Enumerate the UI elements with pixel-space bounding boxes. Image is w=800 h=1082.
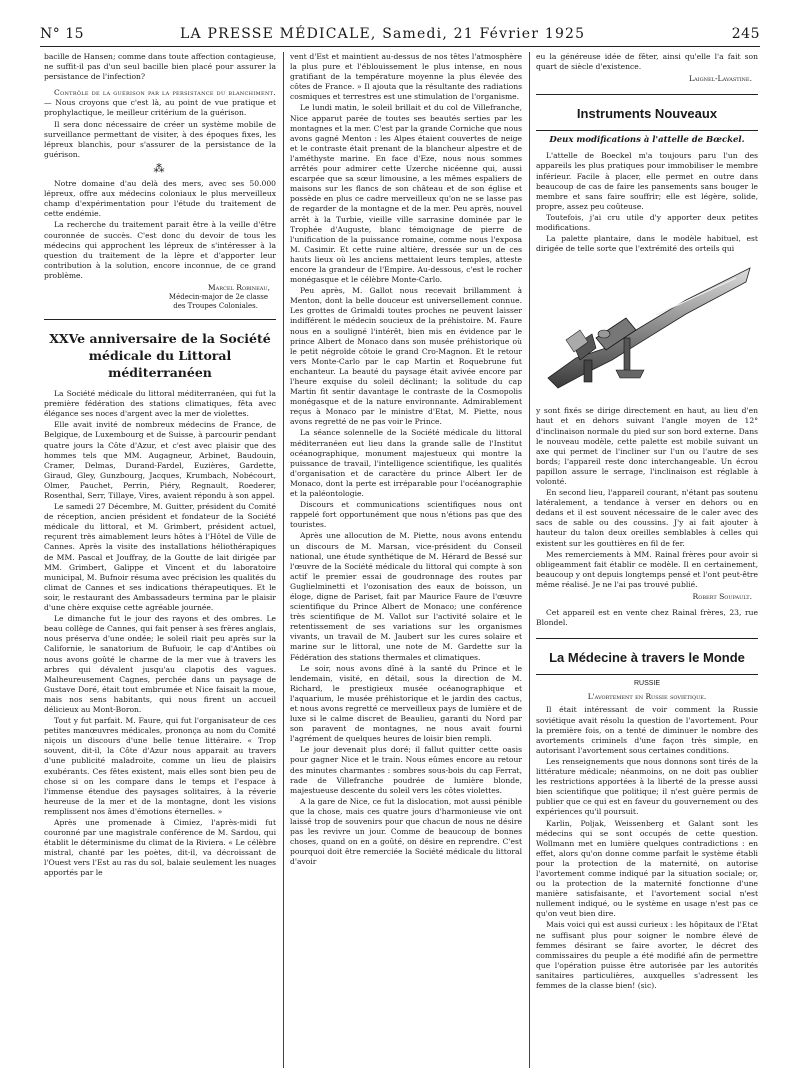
paragraph: Notre domaine d'au delà des mers, avec ses 50.000 lépreux, offre aux médecins coloniaux le plus merveilleux champ d'expérimentation pour l'étude du traitement de cette endémie. bbox=[44, 179, 276, 219]
section-separator: ⁂ bbox=[153, 161, 167, 175]
paragraph: La Société médicale du littoral méditerranéen, qui fut la première fédération des stations climatiques, fêta avec élégance ses noces d'argent avec la mer de violettes. bbox=[44, 389, 276, 419]
page-header bbox=[40, 26, 760, 44]
paragraph: Peu après, M. Gallot nous recevait brillamment à Menton, dont la belle douceur est universellement connue. Les grottes de Grimaldi toutes proches ne peuvent laisser indifférent le médecin soucieux de la préhistoire. M. Faure nous en a souligné l'intérêt, bien mis en évidence par le prince Albert de Monaco dans son musée préhistorique où le petit négroïde côtoie le grand Cro-Magnon. Et le retour vers Monte-Carlo par le cap Martin et Roquebrune fut enchanteur. La beauté du paysage était avivée encore par l'heure exquise du soleil déclinant; la solitude du cap Martin fit sentir davantage le contraste de la Cosmopolis monégasque et de la nature environnante. Admirablement reçus à Monaco par le ministre d'Etat, M. Piette, nous avons regretté de ne pas voir le Prince. bbox=[290, 286, 522, 427]
paragraph: Le soir, nous avons dîné à la santé du Prince et le lendemain, visité, en détail, sous la direction de M. Richard, le prestigieux musée océanographique et l'aquarium, le musée préhistorique et le jardin des cactus, et nous avons regretté ce merveilleux pays de lumière et de luxe si le calme discret de Beaulieu, garanti du Nord par son paravent de montagnes, ne nous avait fourni l'agrément de quelques heures de loisir bien rempli. bbox=[290, 663, 522, 744]
section-rule bbox=[536, 94, 758, 95]
section-title: La Médecine à travers le Monde bbox=[549, 650, 745, 666]
subsection-heading: L'avortement en Russie soviétique. bbox=[587, 692, 707, 702]
paragraph: y sont fixés se dirige directement en haut, au lieu d'en haut et en dehors suivant l'angle moyen de 12° d'inclinaison normale du pied sur son bord externe. Dans le nouveau modèle, cette palette est mobile suivant un axe qui permet de l'incliner sur l'un ou l'autre de ses bords; l'appareil reste donc interchangeable. Un écrou papillon assure le serrage, l'inclinaison est réglable à volonté. bbox=[536, 406, 758, 486]
paragraph: bacille de Hansen; comme dans toute affection contagieuse, ne suffit-il pas d'un seul bacille bien placé pour assurer la persistance de l'infection? bbox=[44, 52, 276, 82]
author-signature: Robert Soupault. bbox=[692, 592, 752, 601]
article-subtitle: Deux modifications à l'attelle de Bœckel. bbox=[549, 135, 745, 146]
country-heading: RUSSIE bbox=[633, 680, 661, 688]
paragraph: Le samedi 27 Décembre, M. Guitter, président du Comité de réception, ancien président et fondateur de la Société médicale du littoral, et M. Grimbert, président actuel, reçurent très aimablement leurs hôtes à l'Hôtel de Ville de Cannes. Après la visite des installations héliothérapiques de MM. Pascal et Jouffray, de la Goutte de lait dirigée par MM. Grimbert, Galippe et Vincent et du laboratoire municipal, M. Bufnoir résuma avec précision les qualités du climat de Cannes et ses indications thérapeutiques. Et le soir, le restaurant des Ambassadeurs termina par le plaisir d'une chère exquise cette agréable journée. bbox=[44, 502, 276, 613]
paragraph: Discours et communications scientifiques nous ont rappelé fort opportunément que nous n'étions pas que des touristes. bbox=[290, 500, 522, 530]
paragraph: Le dimanche fut le jour des rayons et des ombres. Le beau collège de Cannes, qui fait penser à ses frères anglais, nous préserva d'une ondée; le soleil riait peu après sur la Californie, le sanatorium de Bufuoir, le cap d'Antibes où nous avons goûté le charme de la mer vue à travers les arbres qui dévalent jusqu'au clapotis des vagues. Malheureusement Cagnes, perchée dans un paysage de Gustave Doré, était tout embrumée et Nice faisait la moue, mais nos sens habitants, qui nous firent un accueil délicieux au Mont-Boron. bbox=[44, 614, 276, 714]
article-title: XXVe anniversaire de la Société médicale du Littoral méditerranéen bbox=[49, 331, 271, 381]
paragraph: Le jour devenait plus doré; il fallut quitter cette oasis pour gagner Nice et le train. Nous eûmes encore au retour des minutes charmantes : sombres sous-bois du cap Ferrat, rade de Villefranche poudrée de lumière blonde, majestueuse descente du soleil vers les côtes violettes. bbox=[290, 745, 522, 795]
paragraph: La palette plantaire, dans le modèle habituel, est dirigée de telle sorte que l'extrémité des orteils qui bbox=[536, 234, 758, 254]
section-rule bbox=[536, 130, 758, 131]
paragraph: A la gare de Nice, ce fut la dislocation, mot aussi pénible que la chose, mais ces quatre jours d'harmonieuse vie ont laissé trop de souvenirs pour que chacun de nous ne désire pas les revivre un jour. Comme de beaucoup de bonnes choses, quand on en a goûté, on désire en reprendre. C'est pourquoi doit être remerciée la Société médicale du littoral d'avoir bbox=[290, 796, 522, 867]
column-divider bbox=[529, 52, 530, 1068]
paragraph: vent d'Est et maintient au-dessus de nos têtes l'atmosphère la plus pure et l'éblouissement le plus intense, en nous gratifiant de la température moyenne la plus élevée des côtes de France. » Il ajouta que la résultante des radiations cosmiques et terrestres est une stimulation de l'organisme. bbox=[290, 52, 522, 102]
paragraph: Il était intéressant de voir comment la Russie soviétique avait résolu la question de l'avortement. Pour la première fois, on a tenté de diminuer le nombre des avortements criminels d'une façon très simple, en autorisant l'avortement sous certaines conditions. bbox=[536, 705, 758, 755]
column-3 bbox=[536, 52, 758, 992]
author-signature: Marcel Robineau, bbox=[207, 282, 270, 292]
column-1 bbox=[44, 52, 276, 880]
issue-number: N° 15 bbox=[40, 26, 85, 42]
paragraph: Karlin, Poljak, Weissenberg et Galant sont les médecins qui se sont occupés de cette question. Wollmann met en lumière quelques contradictions : en effet, alors qu'on donne comme parfait le système établi pour la protection de la maternité, on autorise l'avortement comme indiqué par la situation sociale; or, ou la protection de la maternité fonctionne d'une manière satisfaisante, et l'avortement social n'est nullement indiqué, ou le système en usage n'est pas ce qu'on veut bien dire. bbox=[536, 818, 758, 919]
paragraph: Après une allocution de M. Piette, nous avons entendu un discours de M. Marsan, vice-président du Conseil national, une étude synthétique de M. Hérard de Bessé sur l'œuvre de la Société médicale du littoral qui compte à son actif le premier essai de goudronnage des routes par Guglielminetti et l'ozonisation des eaux de boisson, un éloge, digne de Pariset, fait par Maurice Faure de l'œuvre scientifique du Prince Albert de Monaco; une conférence très scientifique de M. Vallot sur l'activité solaire et le retentissement de ses variations sur les organismes vivants, un travail de M. Jaubert sur les cures solaire et marine sur le littoral, une note de M. Gardette sur la Fédération des stations thermales et climatiques. bbox=[290, 531, 522, 662]
paragraph: Tout y fut parfait. M. Faure, qui fut l'organisateur de ces petites manœuvres médicales, prononça au nom du Comité niçois un discours d'une belle tenue littéraire. « Trop souvent, dit-il, la Côte d'Azur nous apparait au travers d'une publicité maladroite, comme un lieu de plaisirs exubérants. Ces fêtes existent, mais elles sont bien peu de chose si on les compare dans le temps et l'espace à l'immense étendue des paysages solitaires, à la réverie heureuse de la mer et de la montagne, dont les visions remplissent nos âmes d'émotions éternelles. » bbox=[44, 716, 276, 816]
paragraph: En second lieu, l'appareil courant, n'étant pas soutenu latéralement, a tendance à verser en dehors ou en dedans et il est souvent nécessaire de le caler avec des sacs de sable ou des coussins. J'y ai fait ajouter à hauteur du talon deux oreilles semblables à celles qui existent sur les gouttières en fil de fer. bbox=[536, 488, 758, 548]
journal-title: LA PRESSE MÉDICALE, Samedi, 21 Février 1925 bbox=[180, 26, 586, 42]
paragraph: Mes remerciements à MM. Rainal frères pour avoir si obligeamment fait établir ce modèle. Il en certainement, beaucoup y ont depuis longtemps pensé et l'ont peut-être même réalisé. Je ne l'ai pas trouvé publié. bbox=[536, 549, 758, 589]
section-rule bbox=[44, 319, 276, 320]
header-rule bbox=[40, 46, 760, 47]
author-signature: Laignel-Lavastine. bbox=[689, 74, 752, 84]
column-2 bbox=[290, 52, 522, 869]
paragraph: Elle avait invité de nombreux médecins de France, de Belgique, de Luxembourg et de Suisse, à parcourir pendant quatre jours la Côte d'Azur, et c'est avec plaisir que des hommes tels que MM. Augagneur, Arbinet, Baudouin, Cramer, Delmas, Durand-Fardel, Euzières, Gardette, Giraud, Gley, Gunzbourg, Jacques, Krumbach, Nobécourt, Olmer, Pauchet, Perrin, Piéry, Regnault, Roederer, Rosenthal, Serr, Tillaye, Vires, avaient répondu à son appel. bbox=[44, 420, 276, 500]
paragraph: La séance solennelle de la Société médicale du littoral méditerranéen eut lieu dans la grande salle de l'Institut océanographique, monument majestueux qui montre la puissance de travail, l'intelligence scientifique, les qualités d'organisation et de caractère du prince Albert Ier de Monaco, dont la perte est irréparable pour l'océanographie et la paléontologie. bbox=[290, 428, 522, 499]
author-title: Médecin-major de 2e classe bbox=[168, 293, 268, 302]
paragraph: Les renseignements que nous donnons sont tirés de la littérature médicale; néanmoins, on ne doit pas oublier les restrictions apportées à la liberté de la presse aussi bien scientifique que politique; il n'est guère permis de publier que ce qui est en faveur du gouvernement ou des expériences qu'il poursuit. bbox=[536, 756, 758, 817]
footnote: Cet appareil est en vente chez Rainal frères, 23, rue Blondel. bbox=[536, 608, 758, 628]
paragraph: Il sera donc nécessaire de créer un système mobile de surveillance permettant de visiter, à des époques fixes, les lépreux blanchis, pour s'assurer de la persistance de la guérison. bbox=[44, 119, 276, 159]
paragraph: Mais voici qui est aussi curieux : les hôpitaux de l'Etat ne suffisant plus pour soigner le nombre élevé de femmes désirant se faire avorter, le décret des commissaires du peuple a été modifié afin de permettre que l'opération puisse être autorisée par les autorités sanitaires particulières, auxquelles s'adressent les femmes de la classe bien! (sic). bbox=[536, 920, 758, 990]
section-rule bbox=[536, 674, 758, 675]
paragraph: Contrôle de la guérison par la persistance du blanchiment. — Nous croyons que c'est là, au point de vue pratique et prophylactique, le meilleur critérium de la guérison. bbox=[44, 88, 276, 118]
paragraph: Le lundi matin, le soleil brillait et du col de Villefranche, Nice apparut parée de toutes ses beautés serties par les montagnes et la mer. C'est par la grande Corniche que nous avons gagné Menton : les Alpes étaient couvertes de neige et le contraste était prenant de la blancheur alpestre et de l'améthyste marine. En face d'Eze, nous nous sommes arrêtés pour admirer cette Uzerche nicéenne qui, aussi escarpée que sa sœur limousine, a les mêmes espaliers de maisons sur les flancs de son château et de son église et possède en plus ce cadre merveilleux qu'on ne se lasse pas de regarder de la montagne et de la mer. Peu après, nouvel arrêt à la Turbie, vieille ville sarrasine dominée par le Trophée d'Auguste, blanc témoignage de pierre de l'unification de la puissance romaine, comme nous l'exposa M. Casimir. Et cette ruine altière, dressée sur un de ces hauts lieux où les anciens mettaient leurs temples, atteste encore la grandeur de l'Empire. Au-dessous, c'est le rocher monégasque et le célèbre Monte-Carlo. bbox=[290, 103, 522, 285]
splint-illustration bbox=[536, 260, 758, 400]
section-title: Instruments Nouveaux bbox=[576, 106, 718, 122]
paragraph: Toutefois, j'ai cru utile d'y apporter deux petites modifications. bbox=[536, 212, 758, 233]
column-divider bbox=[283, 52, 284, 1068]
page-number: 245 bbox=[731, 26, 760, 42]
paragraph: Après une promenade à Cimiez, l'après-midi fut couronné par une magistrale conférence de M. Sardou, qui établit le déterminisme du climat de la Riviera. « Le célèbre mistral, chanté par les poètes, dit-il, va décroissant de l'Ouest vers l'Est au ras du sol, balaie seulement les nuages apportés par le bbox=[44, 818, 276, 878]
section-rule bbox=[536, 638, 758, 639]
paragraph: L'attelle de Boeckel m'a toujours paru l'un des appareils les plus pratiques pour immobiliser le membre inférieur. Facile à placer, elle permet en outre dans beaucoup de cas de faire les pansements sans bouger le membre et sans faire souffrir; elle est légère, solide, propre, assez peu coûteuse. bbox=[536, 151, 758, 211]
author-title: des Troupes Coloniales. bbox=[173, 302, 258, 311]
paragraph: eu la généreuse idée de fêter, ainsi qu'elle l'a fait son quart de siècle d'existence. bbox=[536, 52, 758, 72]
paragraph: La recherche du traitement parait être à la veille d'être couronnée de succès. C'est donc du devoir de tous les médecins qui approchent les lépreux de s'intéresser à la question du traitement de la lèpre et d'apporter leur contribution à la solution, encore inconnue, de ce grand problème. bbox=[44, 220, 276, 280]
